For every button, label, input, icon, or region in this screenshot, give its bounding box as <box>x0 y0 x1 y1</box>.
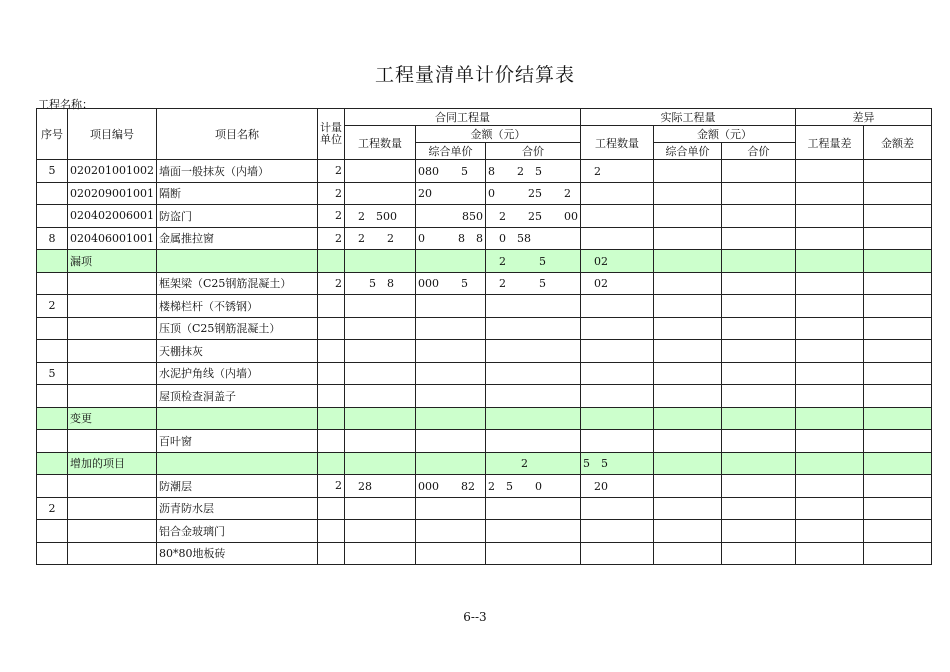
seq-cell: 5 <box>37 160 68 183</box>
table-row <box>37 317 932 340</box>
table-row <box>37 272 932 295</box>
contract-unit-price-cell <box>415 340 485 363</box>
contract-unit-price-cell <box>415 497 485 520</box>
contract-total-cell: 2 25 00 <box>485 205 580 228</box>
code-cell: 020209001001 <box>68 182 157 205</box>
table-row <box>37 497 932 520</box>
name-cell: 压顶（C25钢筋混凝土） <box>156 317 317 340</box>
header-contract-group: 合同工程量 <box>344 109 580 126</box>
actual-qty-cell <box>580 385 653 408</box>
contract-total-cell: 0 58 <box>485 227 580 250</box>
code-cell: 020201001002 <box>68 160 157 183</box>
header-seq: 序号 <box>37 109 68 160</box>
actual-unit-price-cell <box>653 272 721 295</box>
seq-cell: 8 <box>37 227 68 250</box>
unit-cell <box>317 362 344 385</box>
table-row <box>37 407 932 430</box>
contract-total-cell <box>485 407 580 430</box>
actual-qty-cell: 02 <box>580 250 653 273</box>
actual-total-cell <box>721 475 795 498</box>
unit-cell: 2 <box>317 160 344 183</box>
actual-unit-price-cell <box>653 227 721 250</box>
amount-diff-cell <box>863 160 931 183</box>
actual-unit-price-cell <box>653 205 721 228</box>
header-contract-qty: 工程数量 <box>344 126 415 160</box>
actual-unit-price-cell <box>653 160 721 183</box>
actual-qty-cell <box>580 362 653 385</box>
qty-diff-cell <box>795 542 863 565</box>
amount-diff-cell <box>863 250 931 273</box>
qty-diff-cell <box>795 430 863 453</box>
amount-diff-cell <box>863 295 931 318</box>
actual-unit-price-cell <box>653 250 721 273</box>
code-cell <box>68 317 157 340</box>
qty-diff-cell <box>795 182 863 205</box>
page-number: 6--3 <box>463 610 487 624</box>
contract-qty-cell <box>344 317 415 340</box>
actual-unit-price-cell <box>653 430 721 453</box>
unit-cell <box>317 385 344 408</box>
actual-qty-cell: 5 5 <box>580 452 653 475</box>
settlement-table <box>36 108 932 565</box>
qty-diff-cell <box>795 497 863 520</box>
actual-qty-cell <box>580 542 653 565</box>
name-cell: 框架梁（C25钢筋混凝土） <box>156 272 317 295</box>
table-row <box>37 542 932 565</box>
table-row <box>37 340 932 363</box>
actual-total-cell <box>721 295 795 318</box>
table-row <box>37 205 932 228</box>
contract-qty-cell <box>344 160 415 183</box>
table-row <box>37 520 932 543</box>
code-cell <box>68 475 157 498</box>
table-body <box>37 160 932 565</box>
actual-total-cell <box>721 520 795 543</box>
contract-qty-cell <box>344 340 415 363</box>
code-cell <box>68 272 157 295</box>
code-cell <box>68 520 157 543</box>
name-cell: 防潮层 <box>156 475 317 498</box>
unit-cell <box>317 317 344 340</box>
unit-cell <box>317 430 344 453</box>
unit-cell <box>317 295 344 318</box>
amount-diff-cell <box>863 452 931 475</box>
name-cell: 防盗门 <box>156 205 317 228</box>
qty-diff-cell <box>795 205 863 228</box>
code-cell <box>68 430 157 453</box>
contract-qty-cell: 2 500 <box>344 205 415 228</box>
actual-qty-cell <box>580 205 653 228</box>
actual-total-cell <box>721 272 795 295</box>
actual-qty-cell <box>580 340 653 363</box>
unit-cell <box>317 497 344 520</box>
actual-total-cell <box>721 452 795 475</box>
contract-total-cell: 2 5 <box>485 272 580 295</box>
header-amount-diff: 金额差 <box>863 126 931 160</box>
contract-qty-cell: 2 2 <box>344 227 415 250</box>
contract-qty-cell <box>344 182 415 205</box>
table-row <box>37 385 932 408</box>
actual-qty-cell: 2 <box>580 160 653 183</box>
contract-qty-cell: 28 <box>344 475 415 498</box>
code-cell: 020402006001 <box>68 205 157 228</box>
qty-diff-cell <box>795 317 863 340</box>
qty-diff-cell <box>795 452 863 475</box>
amount-diff-cell <box>863 182 931 205</box>
unit-cell <box>317 542 344 565</box>
header-contract-total: 合价 <box>485 143 580 160</box>
actual-unit-price-cell <box>653 317 721 340</box>
contract-total-cell: 8 2 5 <box>485 160 580 183</box>
header-unit <box>317 109 344 160</box>
code-cell <box>68 385 157 408</box>
name-cell: 百叶窗 <box>156 430 317 453</box>
actual-qty-cell <box>580 295 653 318</box>
contract-qty-cell <box>344 520 415 543</box>
seq-cell <box>37 430 68 453</box>
page-title: 工程量清单计价结算表 <box>374 64 575 86</box>
amount-diff-cell <box>863 272 931 295</box>
unit-cell <box>317 340 344 363</box>
actual-unit-price-cell <box>653 295 721 318</box>
table-row <box>37 295 932 318</box>
code-cell <box>68 295 157 318</box>
code-cell <box>68 340 157 363</box>
table-row <box>37 160 932 183</box>
table-row <box>37 452 932 475</box>
seq-cell: 5 <box>37 362 68 385</box>
unit-cell <box>317 520 344 543</box>
contract-qty-cell <box>344 362 415 385</box>
name-cell: 天棚抹灰 <box>156 340 317 363</box>
header-unit-line1: 计量 <box>319 121 342 134</box>
header-actual-amount: 金额（元） <box>653 126 795 143</box>
amount-diff-cell <box>863 340 931 363</box>
actual-total-cell <box>721 182 795 205</box>
seq-cell <box>37 385 68 408</box>
actual-qty-cell: 20 <box>580 475 653 498</box>
unit-cell <box>317 452 344 475</box>
seq-cell <box>37 452 68 475</box>
qty-diff-cell <box>795 340 863 363</box>
actual-total-cell <box>721 340 795 363</box>
contract-total-cell <box>485 430 580 453</box>
seq-cell <box>37 272 68 295</box>
header-actual-unit-price: 综合单价 <box>653 143 721 160</box>
contract-qty-cell <box>344 295 415 318</box>
name-cell: 金属推拉窗 <box>156 227 317 250</box>
table-row <box>37 227 932 250</box>
actual-qty-cell <box>580 407 653 430</box>
contract-unit-price-cell <box>415 295 485 318</box>
qty-diff-cell <box>795 475 863 498</box>
actual-total-cell <box>721 542 795 565</box>
amount-diff-cell <box>863 227 931 250</box>
header-diff-group: 差异 <box>795 109 931 126</box>
contract-qty-cell <box>344 385 415 408</box>
actual-unit-price-cell <box>653 452 721 475</box>
header-name: 项目名称 <box>156 109 317 160</box>
qty-diff-cell <box>795 520 863 543</box>
header-actual-group: 实际工程量 <box>580 109 795 126</box>
contract-total-cell: 2 <box>485 452 580 475</box>
qty-diff-cell <box>795 385 863 408</box>
contract-unit-price-cell: 0 8 8 <box>415 227 485 250</box>
contract-unit-price-cell: 850 <box>415 205 485 228</box>
contract-unit-price-cell: 20 <box>415 182 485 205</box>
seq-cell <box>37 182 68 205</box>
contract-total-cell: 0 25 2 <box>485 182 580 205</box>
contract-unit-price-cell <box>415 430 485 453</box>
contract-total-cell <box>485 520 580 543</box>
actual-unit-price-cell <box>653 362 721 385</box>
code-cell: 增加的项目 <box>68 452 157 475</box>
contract-unit-price-cell <box>415 520 485 543</box>
name-cell <box>156 250 317 273</box>
code-cell <box>68 362 157 385</box>
qty-diff-cell <box>795 250 863 273</box>
actual-unit-price-cell <box>653 340 721 363</box>
qty-diff-cell <box>795 362 863 385</box>
contract-unit-price-cell <box>415 385 485 408</box>
seq-cell <box>37 340 68 363</box>
seq-cell <box>37 542 68 565</box>
contract-qty-cell <box>344 430 415 453</box>
header-contract-amount: 金额（元） <box>415 126 580 143</box>
contract-total-cell: 2 5 <box>485 250 580 273</box>
contract-total-cell <box>485 497 580 520</box>
contract-unit-price-cell <box>415 250 485 273</box>
contract-total-cell <box>485 295 580 318</box>
name-cell: 铝合金玻璃门 <box>156 520 317 543</box>
amount-diff-cell <box>863 362 931 385</box>
unit-cell <box>317 407 344 430</box>
header-actual-total: 合价 <box>721 143 795 160</box>
actual-unit-price-cell <box>653 542 721 565</box>
amount-diff-cell <box>863 497 931 520</box>
table-row <box>37 250 932 273</box>
unit-cell: 2 <box>317 272 344 295</box>
amount-diff-cell <box>863 385 931 408</box>
contract-qty-cell: 5 8 <box>344 272 415 295</box>
seq-cell <box>37 317 68 340</box>
actual-total-cell <box>721 430 795 453</box>
contract-unit-price-cell <box>415 407 485 430</box>
name-cell: 水泥护角线（内墙） <box>156 362 317 385</box>
contract-unit-price-cell: 000 82 <box>415 475 485 498</box>
actual-total-cell <box>721 362 795 385</box>
actual-unit-price-cell <box>653 497 721 520</box>
project-name-label: 工程名称： <box>38 98 93 111</box>
header-actual-qty: 工程数量 <box>580 126 653 160</box>
actual-qty-cell <box>580 520 653 543</box>
actual-total-cell <box>721 227 795 250</box>
actual-qty-cell <box>580 430 653 453</box>
unit-cell <box>317 250 344 273</box>
header-code: 项目编号 <box>68 109 157 160</box>
unit-cell: 2 <box>317 205 344 228</box>
seq-cell <box>37 250 68 273</box>
amount-diff-cell <box>863 520 931 543</box>
contract-qty-cell <box>344 542 415 565</box>
table-row <box>37 182 932 205</box>
name-cell: 楼梯栏杆（不锈钢） <box>156 295 317 318</box>
seq-cell <box>37 520 68 543</box>
contract-total-cell: 2 5 0 <box>485 475 580 498</box>
unit-cell: 2 <box>317 227 344 250</box>
amount-diff-cell <box>863 205 931 228</box>
table-row <box>37 362 932 385</box>
actual-qty-cell <box>580 317 653 340</box>
amount-diff-cell <box>863 407 931 430</box>
contract-total-cell <box>485 340 580 363</box>
actual-total-cell <box>721 250 795 273</box>
name-cell: 80*80地板砖 <box>156 542 317 565</box>
actual-total-cell <box>721 317 795 340</box>
qty-diff-cell <box>795 295 863 318</box>
contract-total-cell <box>485 362 580 385</box>
contract-qty-cell <box>344 452 415 475</box>
amount-diff-cell <box>863 430 931 453</box>
code-cell: 漏项 <box>68 250 157 273</box>
amount-diff-cell <box>863 475 931 498</box>
code-cell: 变更 <box>68 407 157 430</box>
qty-diff-cell <box>795 272 863 295</box>
seq-cell <box>37 205 68 228</box>
name-cell: 沥青防水层 <box>156 497 317 520</box>
amount-diff-cell <box>863 317 931 340</box>
seq-cell <box>37 407 68 430</box>
actual-total-cell <box>721 497 795 520</box>
actual-unit-price-cell <box>653 475 721 498</box>
seq-cell: 2 <box>37 497 68 520</box>
contract-qty-cell <box>344 250 415 273</box>
actual-qty-cell <box>580 182 653 205</box>
actual-unit-price-cell <box>653 385 721 408</box>
unit-cell: 2 <box>317 182 344 205</box>
header-qty-diff: 工程量差 <box>795 126 863 160</box>
qty-diff-cell <box>795 160 863 183</box>
contract-qty-cell <box>344 497 415 520</box>
seq-cell <box>37 475 68 498</box>
contract-unit-price-cell <box>415 362 485 385</box>
actual-total-cell <box>721 407 795 430</box>
name-cell: 屋顶检查洞盖子 <box>156 385 317 408</box>
actual-qty-cell <box>580 497 653 520</box>
actual-total-cell <box>721 205 795 228</box>
qty-diff-cell <box>795 227 863 250</box>
contract-unit-price-cell: 000 5 <box>415 272 485 295</box>
contract-unit-price-cell <box>415 452 485 475</box>
contract-total-cell <box>485 317 580 340</box>
header-contract-unit-price: 综合单价 <box>415 143 485 160</box>
name-cell: 墙面一般抹灰（内墙） <box>156 160 317 183</box>
contract-total-cell <box>485 542 580 565</box>
unit-cell: 2 <box>317 475 344 498</box>
contract-unit-price-cell <box>415 542 485 565</box>
amount-diff-cell <box>863 542 931 565</box>
contract-unit-price-cell: 080 5 <box>415 160 485 183</box>
contract-qty-cell <box>344 407 415 430</box>
actual-unit-price-cell <box>653 520 721 543</box>
code-cell <box>68 497 157 520</box>
actual-total-cell <box>721 385 795 408</box>
actual-qty-cell: 02 <box>580 272 653 295</box>
actual-unit-price-cell <box>653 182 721 205</box>
table-row <box>37 475 932 498</box>
header-unit-line2: 单位 <box>319 133 342 146</box>
code-cell: 020406001001 <box>68 227 157 250</box>
name-cell <box>156 407 317 430</box>
contract-unit-price-cell <box>415 317 485 340</box>
table-row <box>37 430 932 453</box>
code-cell <box>68 542 157 565</box>
actual-qty-cell <box>580 227 653 250</box>
name-cell: 隔断 <box>156 182 317 205</box>
seq-cell: 2 <box>37 295 68 318</box>
name-cell <box>156 452 317 475</box>
qty-diff-cell <box>795 407 863 430</box>
actual-unit-price-cell <box>653 407 721 430</box>
contract-total-cell <box>485 385 580 408</box>
actual-total-cell <box>721 160 795 183</box>
